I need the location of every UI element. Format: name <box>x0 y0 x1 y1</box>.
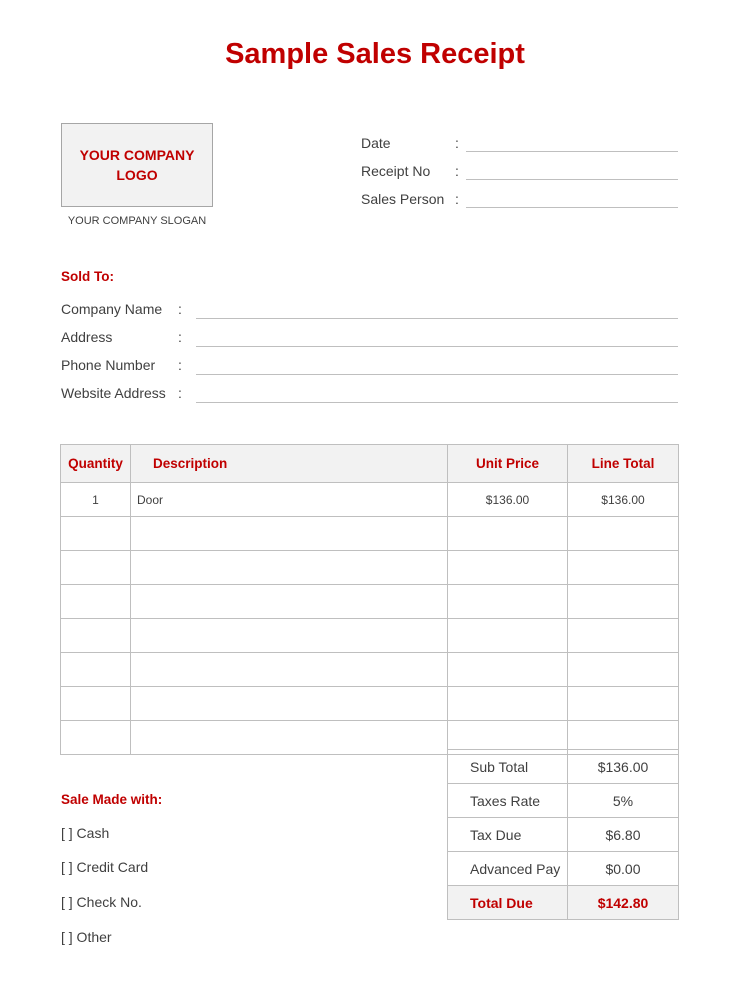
unit-price-cell[interactable]: $136.00 <box>448 483 568 517</box>
table-row <box>61 653 679 687</box>
tax-due-value[interactable]: $6.80 <box>568 818 679 852</box>
advanced-pay-value[interactable]: $0.00 <box>568 852 679 886</box>
date-field[interactable] <box>466 151 678 152</box>
table-row <box>61 619 679 653</box>
line-total-cell[interactable]: $136.00 <box>568 483 679 517</box>
company-name-field[interactable] <box>196 318 678 319</box>
logo-line-1: YOUR COMPANY <box>79 147 195 163</box>
date-colon: : <box>455 135 459 151</box>
table-row <box>61 551 679 585</box>
line-total-cell[interactable] <box>568 653 679 687</box>
total-due-value[interactable]: $142.80 <box>568 886 679 920</box>
receipt-no-field[interactable] <box>466 179 678 180</box>
description-cell[interactable] <box>131 653 448 687</box>
items-table <box>60 444 679 755</box>
unit-price-cell[interactable] <box>448 551 568 585</box>
address-label: Address <box>61 329 113 345</box>
line-total-header: Line Total <box>568 445 679 483</box>
taxes-rate-value[interactable]: 5% <box>568 784 679 818</box>
website-address-colon: : <box>178 385 182 401</box>
line-total-cell[interactable] <box>568 517 679 551</box>
sub-total-row <box>448 750 679 784</box>
advanced-pay-row <box>448 852 679 886</box>
quantity-cell[interactable] <box>61 517 131 551</box>
quantity-cell[interactable] <box>61 585 131 619</box>
phone-number-label: Phone Number <box>61 357 156 373</box>
quantity-header: Quantity <box>61 445 131 483</box>
description-cell[interactable] <box>131 687 448 721</box>
sold-to-heading: Sold To: <box>61 269 114 284</box>
payment-option-other[interactable]: [ ] Other <box>61 929 112 945</box>
logo-line-2: LOGO <box>116 167 158 183</box>
description-cell[interactable]: Door <box>131 483 448 517</box>
quantity-cell[interactable] <box>61 551 131 585</box>
website-address-label: Website Address <box>61 385 166 401</box>
total-due-row <box>448 886 679 920</box>
description-cell[interactable] <box>131 551 448 585</box>
line-total-cell[interactable] <box>568 585 679 619</box>
description-cell[interactable] <box>131 585 448 619</box>
quantity-cell[interactable] <box>61 687 131 721</box>
company-name-colon: : <box>178 301 182 317</box>
description-cell[interactable] <box>131 721 448 755</box>
unit-price-cell[interactable] <box>448 517 568 551</box>
quantity-cell[interactable] <box>61 619 131 653</box>
sales-person-field[interactable] <box>466 207 678 208</box>
line-total-cell[interactable] <box>568 551 679 585</box>
tax-due-label: Tax Due <box>448 818 568 852</box>
description-header: Description <box>131 445 448 483</box>
table-row <box>61 687 679 721</box>
unit-price-cell[interactable] <box>448 619 568 653</box>
payment-option-cash[interactable]: [ ] Cash <box>61 825 110 841</box>
company-slogan: YOUR COMPANY SLOGAN <box>67 215 207 227</box>
phone-number-colon: : <box>178 357 182 373</box>
address-colon: : <box>178 329 182 345</box>
line-total-cell[interactable] <box>568 687 679 721</box>
description-cell[interactable] <box>131 517 448 551</box>
taxes-rate-label: Taxes Rate <box>448 784 568 818</box>
website-address-field[interactable] <box>196 402 678 403</box>
total-due-label: Total Due <box>448 886 568 920</box>
unit-price-cell[interactable] <box>448 653 568 687</box>
company-name-label: Company Name <box>61 301 163 317</box>
table-row <box>61 585 679 619</box>
totals-table <box>447 749 679 920</box>
advanced-pay-label: Advanced Pay <box>448 852 568 886</box>
quantity-cell[interactable] <box>61 653 131 687</box>
sales-person-colon: : <box>455 191 459 207</box>
date-label: Date <box>361 135 391 151</box>
taxes-rate-row <box>448 784 679 818</box>
table-row <box>61 517 679 551</box>
receipt-no-colon: : <box>455 163 459 179</box>
quantity-cell[interactable]: 1 <box>61 483 131 517</box>
quantity-cell[interactable] <box>61 721 131 755</box>
sale-made-with-heading: Sale Made with: <box>61 792 163 807</box>
description-cell[interactable] <box>131 619 448 653</box>
sub-total-label: Sub Total <box>448 750 568 784</box>
payment-option-check[interactable]: [ ] Check No. <box>61 894 142 910</box>
sales-person-label: Sales Person <box>361 191 445 207</box>
tax-due-row <box>448 818 679 852</box>
phone-number-field[interactable] <box>196 374 678 375</box>
items-table-header <box>61 445 679 483</box>
unit-price-cell[interactable] <box>448 687 568 721</box>
address-field[interactable] <box>196 346 678 347</box>
company-logo-placeholder <box>61 123 213 207</box>
sub-total-value[interactable]: $136.00 <box>568 750 679 784</box>
payment-option-credit-card[interactable]: [ ] Credit Card <box>61 859 149 875</box>
page-title: Sample Sales Receipt <box>225 38 525 70</box>
table-row <box>61 483 679 517</box>
unit-price-cell[interactable] <box>448 585 568 619</box>
line-total-cell[interactable] <box>568 619 679 653</box>
unit-price-header: Unit Price <box>448 445 568 483</box>
receipt-no-label: Receipt No <box>361 163 431 179</box>
